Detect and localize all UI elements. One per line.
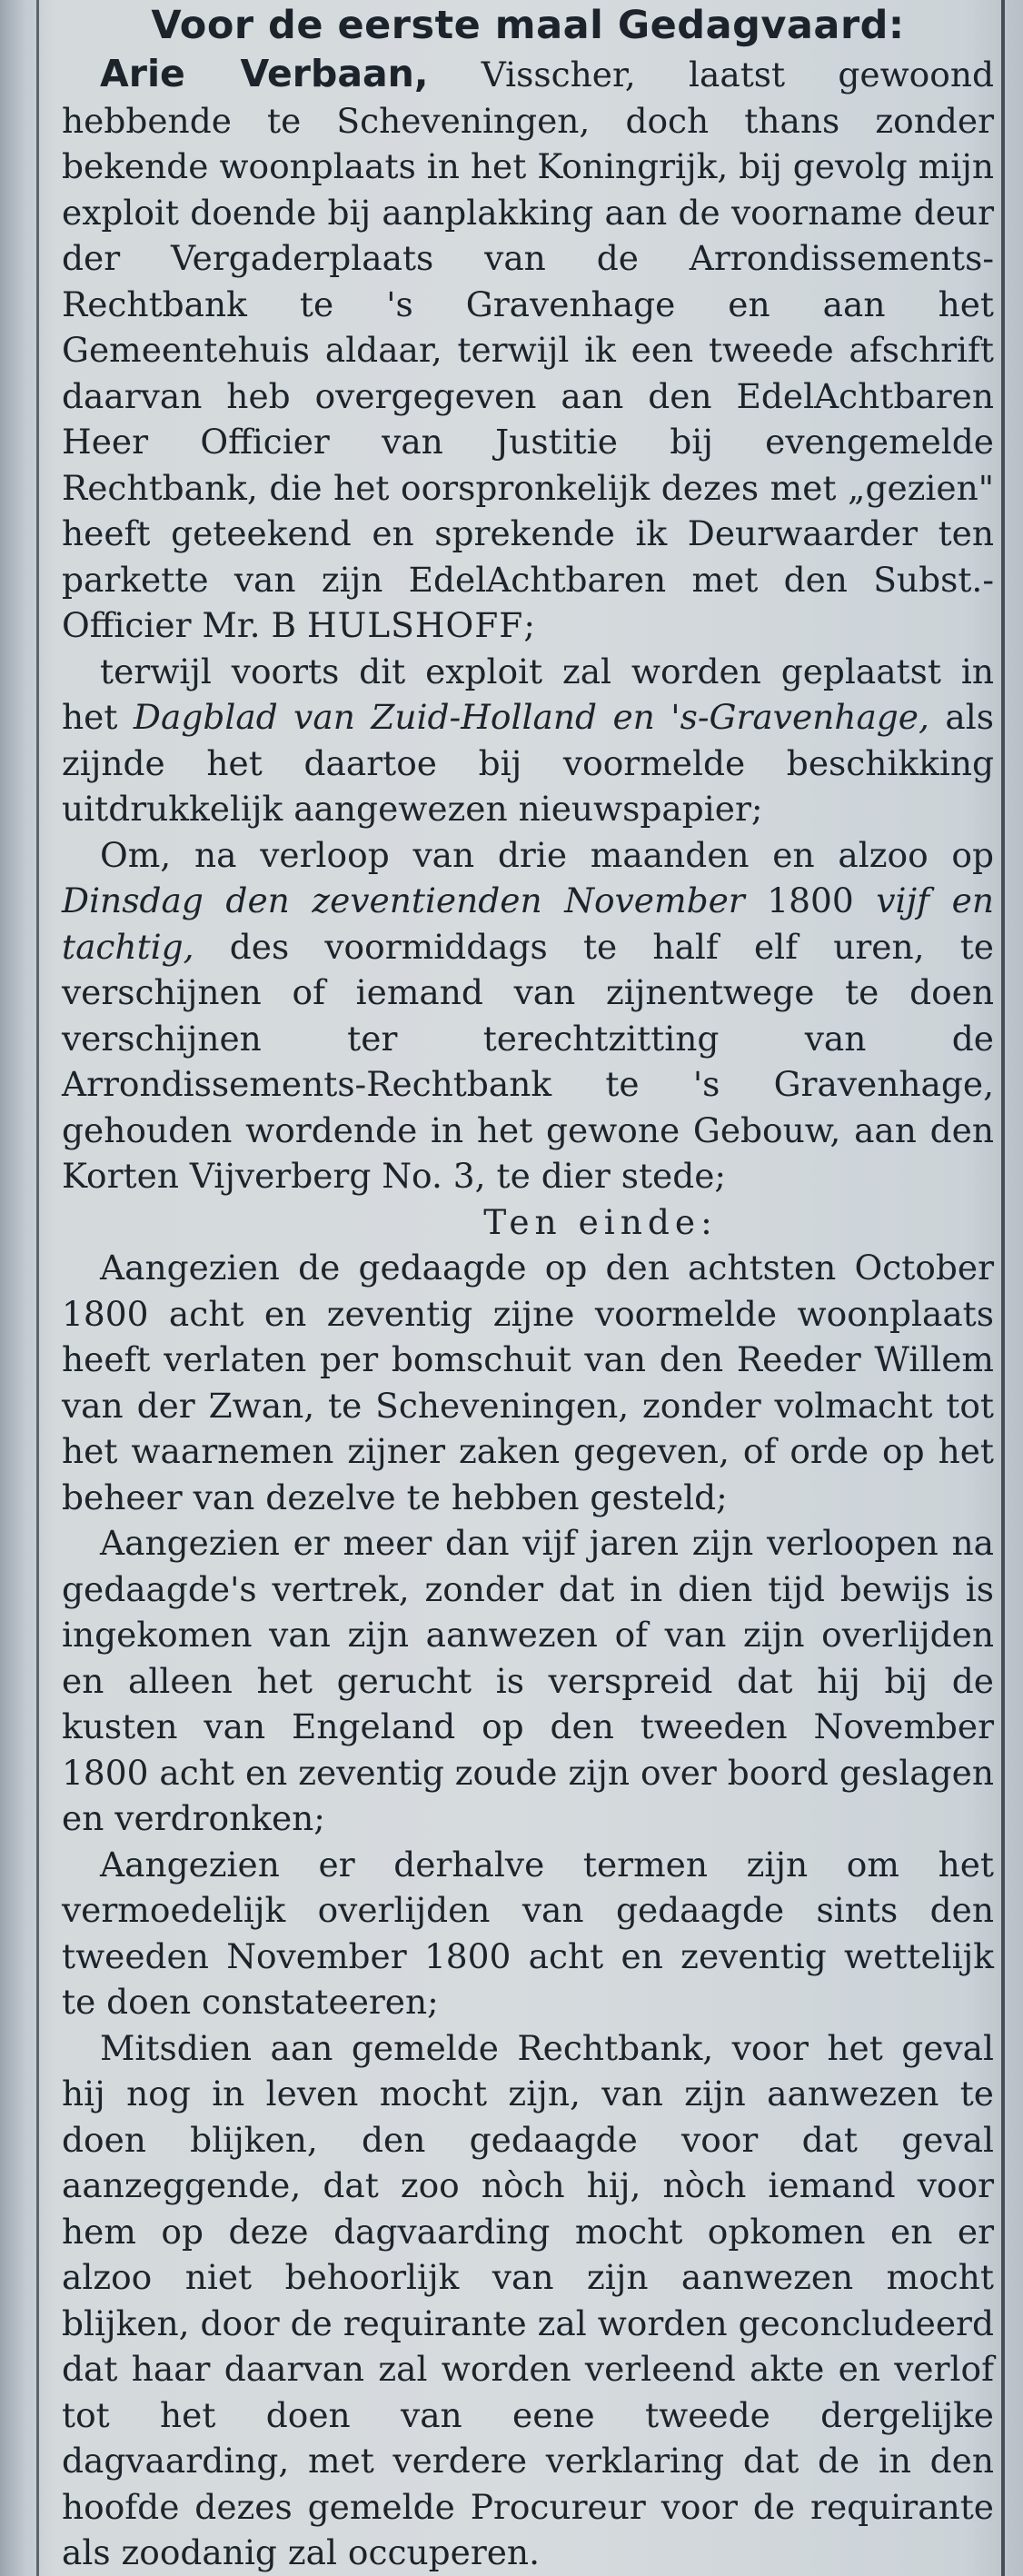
hearing-text-a: Om, na verloop van drie maanden en alzoo op <box>100 834 994 875</box>
hearing-text-b: des voormiddags te half elf uren, te verschijnen of iemand van zijnentwege te doen verschijnen ter terechtzitting van de Arrondissements-Rechtbank te 's Gravenhage, gehouden wordende in het gewone Gebouw, aan den Korten Vijverberg No. 3, te dier stede; <box>62 926 994 1196</box>
hearing-year-words: vijf en tachtig, <box>62 880 994 967</box>
conclusion-paragraph: Mitsdien aan gemelde Rechtbank, voor het geval hij nog in leven mocht zijn, van zijn aanwezen te doen blijken, den gedaagde voor dat geval aanzeggende, dat zoo nòch hij, nòch iemand voor hem op deze dagvaarding mocht opkomen en er alzoo niet behoorlijk van zijn aanwezen mocht blijken, door de requirante zal worden geconcludeerd dat haar daarvan zal worden verleend akte en verlof tot het doen van eene tweede dergelijke dagvaarding, met verdere verklaring dat de in den hoofde dezes gemelde Procureur voor de requirante als zoodanig zal occuperen. <box>62 2027 994 2572</box>
defendant-name: Arie Verbaan, <box>100 52 429 95</box>
officer-name: HULSHOFF <box>306 605 524 645</box>
publication-text-b: als zijnde het daartoe bij voormelde beschikking uitdrukkelijk aangewezen nieuwspapier; <box>62 697 994 829</box>
hearing-date: Dinsdag den zeventienden November <box>62 880 745 920</box>
summons-text: Visscher, laatst gewoond hebbende te Scheveningen, doch thans zonder bekende woonplaats in het Koningrijk, bij gevolg mijn exploit doende bij aanplakking aan de voorname deur der Vergaderplaats van de Arrondissements-Rechtbank te 's Gravenhage en aan het Gemeentehuis aldaar, terwijl ik een tweede afschrift daarvan heb overgegeven aan den EdelAchtbaren Heer Officier van Justitie bij evengemelde Rechtbank, die het oorspronkelijk dezes met „gezien" heeft geteekend en sprekende ik Deurwaarder ten parkette van zijn EdelAchtbaren met den Subst.-Officier Mr. B <box>62 55 994 645</box>
ten-einde-heading: Ten einde: <box>483 1201 718 1242</box>
whereas-paragraph-2: Aangezien er meer dan vijf jaren zijn verloopen na gedaagde's vertrek, zonder dat in dien tijd bewijs is ingekomen van zijn aanwezen of van zijn overlijden en alleen het gerucht is verspreid dat hij bij de kusten van Engeland op den tweeden November 1800 acht en zeventig zoude zijn over boord geslagen en verdronken; <box>62 1523 994 1838</box>
publication-text-a: terwijl voorts dit exploit zal worden geplaatst in het <box>62 651 994 737</box>
publication-paragraph <box>62 649 994 832</box>
whereas-paragraph-1: Aangezien de gedaagde op den achtsten October 1800 acht en zeventig zijne voormelde woonplaats heeft verlaten per bomschuit van den Reeder Willem van der Zwan, te Scheveningen, zonder volmacht tot het waarnemen zijner zaken gegeven, of orde op het beheer van dezelve te hebben gesteld; <box>62 1248 994 1517</box>
newspaper-title: Dagblad van Zuid-Holland en 's-Gravenhage, <box>133 697 929 737</box>
column-rule-right <box>1001 0 1005 2576</box>
hearing-year: 1800 <box>744 880 877 920</box>
summons-end: ; <box>523 605 535 645</box>
summons-paragraph <box>62 51 994 649</box>
hearing-paragraph <box>62 832 994 1199</box>
column-rule-left <box>36 0 39 2576</box>
whereas-paragraph-3: Aangezien er derhalve termen zijn om het vermoedelijk overlijden van gedaagde sints den tweeden November 1800 acht en zeventig wettelijk te doen constateeren; <box>62 1844 994 2022</box>
notice-column <box>62 0 994 2576</box>
notice-heading: Voor de eerste maal Gedagvaard: <box>151 3 905 48</box>
